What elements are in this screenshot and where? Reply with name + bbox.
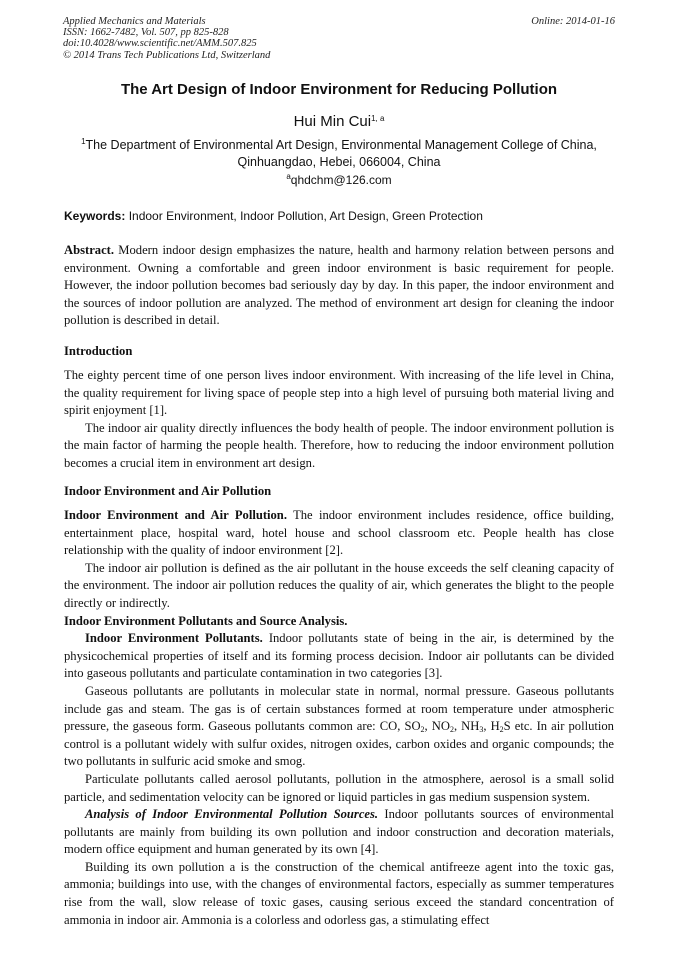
- email-address[interactable]: qhdchm@126.com: [290, 173, 392, 187]
- section2-paragraph-5: Particulate pollutants called aerosol pollutants, pollution in the atmosphere, aerosol is a small solid particle, and sedimentation velocity can be ignored or liquid particles in gas medium suspension system.: [64, 771, 614, 804]
- introduction-body: [64, 367, 614, 473]
- author-email: [40, 173, 638, 187]
- author-name: Hui Min Cui: [293, 113, 372, 130]
- journal-name: Applied Mechanics and Materials: [63, 16, 206, 27]
- abstract: [64, 242, 614, 330]
- section2-paragraph-2: The indoor air pollution is defined as the air pollutant in the house exceeds the self cleaning capacity of the environment. The indoor air pollution reduces the quality of air, which generates the blight to the people directly or indirectly.: [64, 560, 614, 610]
- subsection-lead-pollutants: Indoor Environment Pollutants.: [85, 631, 263, 646]
- section2-paragraph-7: Building its own pollution a is the construction of the chemical antifreeze agent into the toxic gas, ammonia; buildings into use, with the changes of environmental factors, especially as summer temperatures rise from the wall, slow release of toxic gases, causing serious exceed the standard concentration of ammonia in indoor air. Ammonia is a colorless and odorless gas, a stimulating effect: [64, 859, 614, 927]
- online-date: Online: 2014-01-16: [531, 16, 615, 27]
- keywords-label: Keywords:: [64, 209, 126, 223]
- journal-header: [63, 16, 615, 61]
- section2-paragraph-3: Indoor pollutants state of being in the air, is determined by the physicochemical properties of itself and its forming process decision. Indoor air pollutants can be divided into gaseous pollutants and particulate contamination in two categories [3].: [64, 631, 614, 681]
- affiliation: [60, 137, 618, 171]
- subsection-heading-pollutants: Indoor Environment Pollutants and Source Analysis.: [64, 613, 348, 628]
- affiliation-line-1: The Department of Environmental Art Design, Environmental Management College of China,: [85, 138, 597, 152]
- keywords-text: Indoor Environment, Indoor Pollution, Art Design, Green Protection: [128, 209, 483, 223]
- copyright-line: © 2014 Trans Tech Publications Ltd, Switzerland: [63, 49, 271, 61]
- author-superscript: 1, a: [371, 114, 385, 123]
- abstract-text: Modern indoor design emphasizes the nature, health and harmony relation between persons and environment. Owning a comfortable and green indoor environment is basic requirement for people. However, the indoor pollution becomes bad seriously day by day. In this paper, the indoor environment and the sources of indoor pollution are analyzed. The method of environment art design for cleaning the indoor pollution is described in detail.: [64, 243, 615, 328]
- subsection-lead-env-air: Indoor Environment and Air Pollution.: [64, 508, 287, 522]
- issn-line: ISSN: 1662-7482, Vol. 507, pp 825-828: [63, 27, 229, 39]
- subsection-lead-sources: Analysis of Indoor Environmental Pollution Sources.: [85, 807, 379, 822]
- keywords: [64, 209, 616, 223]
- section-2-body: [64, 507, 614, 929]
- email-superscript: a: [286, 172, 291, 181]
- section-2-heading: Indoor Environment and Air Pollution: [64, 484, 272, 498]
- intro-paragraph-1: The eighty percent time of one person lives indoor environment. With increasing of the life level in China, the quality requirement for living space of people step into a high level of pursuing both material living and spirit enjoyment [1].: [64, 368, 614, 418]
- section2-paragraph-1: The indoor environment includes residence, office building, entertainment place, hospital ward, hotel house and school classroom etc. People health has close relationship with the quality of indoor environment [2].: [64, 508, 614, 558]
- abstract-label: Abstract.: [64, 243, 115, 257]
- section2-paragraph-4: Gaseous pollutants are pollutants in molecular state in normal, normal pressure. Gaseous pollutants include gas and steam. The gas is of certain substances formed at room temperature under atmospheric pressure, the gaseous form. Gaseous pollutants common are: CO, $SO_2$, $NO_2$, $NH_3$, $H_2S$ etc. In air pollution control is a pollutant widely with sulfur oxides, nitrogen oxides, carbon oxides and organic compounds; the two pollutants in sulfuric acid smoke and smog.: [64, 683, 614, 769]
- doi-line: doi:10.4028/www.scientific.net/AMM.507.825: [63, 38, 257, 50]
- paper-title: The Art Design of Indoor Environment for Reducing Pollution: [120, 81, 558, 98]
- author-line: [40, 113, 638, 130]
- introduction-heading: Introduction: [64, 344, 133, 358]
- affiliation-line-2: Qinhuangdao, Hebei, 066004, China: [237, 155, 441, 169]
- affiliation-superscript: 1: [81, 137, 86, 146]
- section2-paragraph-6: Indoor pollutants sources of environmental pollutants are mainly from building its own pollution and indoor construction and decoration materials, modern office equipment and human generated by its own [4].: [64, 807, 614, 857]
- intro-paragraph-2: The indoor air quality directly influences the body health of people. The indoor environment pollution is the main factor of harming the people health. Therefore, how to reducing the indoor environment pollution becomes a crucial item in environment art design.: [64, 420, 614, 470]
